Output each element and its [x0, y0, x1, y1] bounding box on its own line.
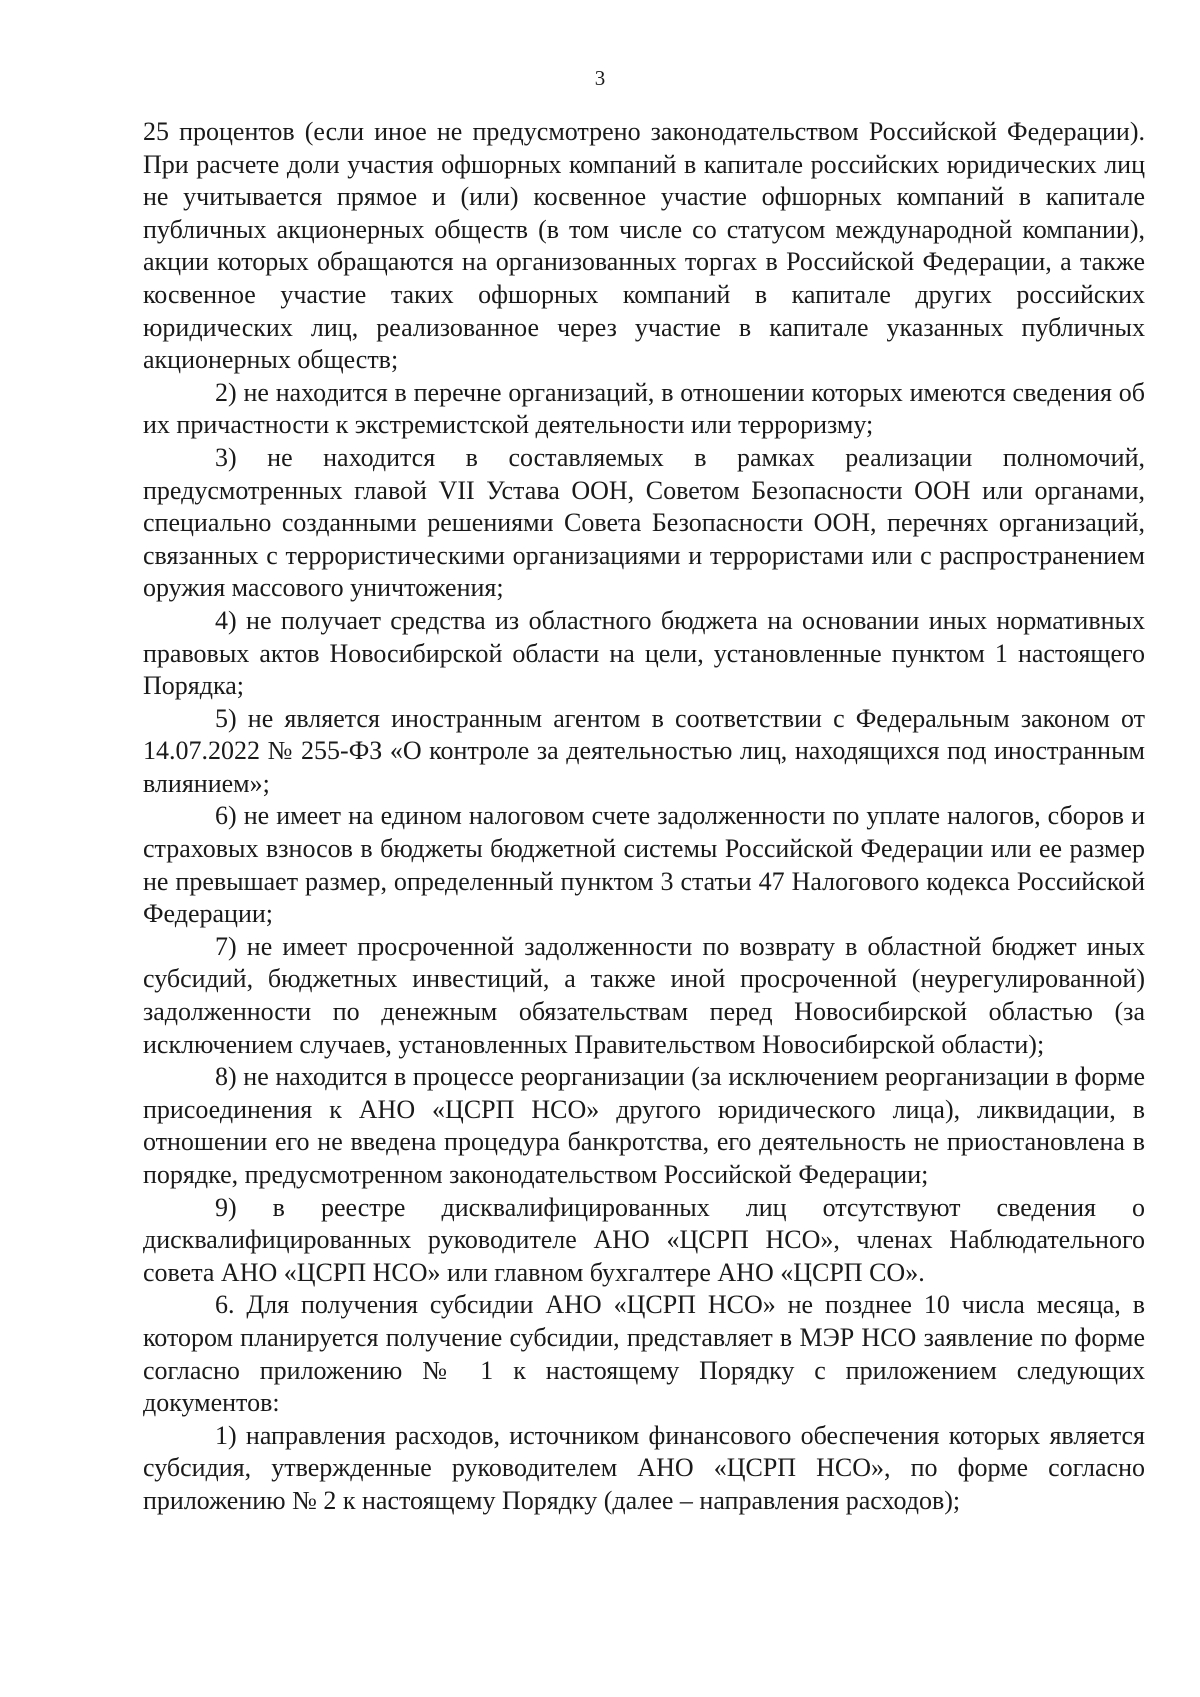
paragraph-item-9-disqualified: 9) в реестре дисквалифицированных лиц отсутствуют сведения о дисквалифицированных руководителе АНО «ЦСРП НСО», членах Наблюдательного совета АНО «ЦСРП НСО» или главном бухгалтере АНО «ЦСРП СО».: [143, 1192, 1145, 1287]
paragraph-section-6-application: 6. Для получения субсидии АНО «ЦСРП НСО» не позднее 10 числа месяца, в котором планируется получение субсидии, представляет в МЭР НСО заявление по форме согласно приложению № 1 к настоящему Порядку с приложением следующих документов:: [143, 1290, 1145, 1418]
paragraph-item-7-overdue-debt: 7) не имеет просроченной задолженности по возврату в областной бюджет иных субсидий, бюджетных инвестиций, а также иной просроченной (неурегулированной) задолженности по денежным обязательствам перед Новосибирской областью (за исключением случаев, установленных Правительством Новосибирской области);: [143, 931, 1145, 1059]
paragraph-doc-1-expense-directions: 1) направления расходов, источником финансового обеспечения которых является субсидия, утвержденные руководителем АНО «ЦСРП НСО», по форме согласно приложению № 2 к настоящему Порядку (далее – направления расходов);: [143, 1420, 1145, 1515]
paragraph-item-4-budget-funds: 4) не получает средства из областного бюджета на основании иных нормативных правовых актов Новосибирской области на цели, установленные пунктом 1 настоящего Порядка;: [143, 605, 1145, 701]
paragraph-item-2-extremism: 2) не находится в перечне организаций, в отношении которых имеются сведения об их причастности к экстремистской деятельности или терроризму;: [143, 377, 1145, 440]
document-body: [143, 116, 1145, 1518]
page-number: 3: [594, 66, 606, 90]
paragraph-item-3-un-lists: 3) не находится в составляемых в рамках реализации полномочий, предусмотренных главой VII Устава ООН, Советом Безопасности ООН или органами, специально созданными решениями Совета Безопасности ООН, перечнях организаций, связанных с террористическими организациями и террористами или с распространением оружия массового уничтожения;: [143, 442, 1145, 603]
paragraph-item-6-tax-debt: 6) не имеет на едином налоговом счете задолженности по уплате налогов, сборов и страховых взносов в бюджеты бюджетной системы Российской Федерации или ее размер не превышает размер, определенный пунктом 3 статьи 47 Налогового кодекса Российской Федерации;: [143, 801, 1145, 929]
paragraph-offshore-participation: 25 процентов (если иное не предусмотрено законодательством Российской Федерации). При расчете доли участия офшорных компаний в капитале российских юридических лиц не учитывается прямое и (или) косвенное участие офшорных компаний в капитале публичных акционерных обществ (в том числе со статусом международной компании), акции которых обращаются на организованных торгах в Российской Федерации, а также косвенное участие таких офшорных компаний в капитале других российских юридических лиц, реализованное через участие в капитале указанных публичных акционерных обществ;: [143, 117, 1145, 375]
paragraph-item-5-foreign-agent: 5) не является иностранным агентом в соответствии с Федеральным законом от 14.07.2022 № 255-ФЗ «О контроле за деятельностью лиц, находящихся под иностранным влиянием»;: [143, 703, 1145, 798]
paragraph-item-8-reorganization: 8) не находится в процессе реорганизации (за исключением реорганизации в форме присоединения к АНО «ЦСРП НСО» другого юридического лица), ликвидации, в отношении его не введена процедура банкротства, его деятельность не приостановлена в порядке, предусмотренном законодательством Российской Федерации;: [143, 1062, 1145, 1189]
